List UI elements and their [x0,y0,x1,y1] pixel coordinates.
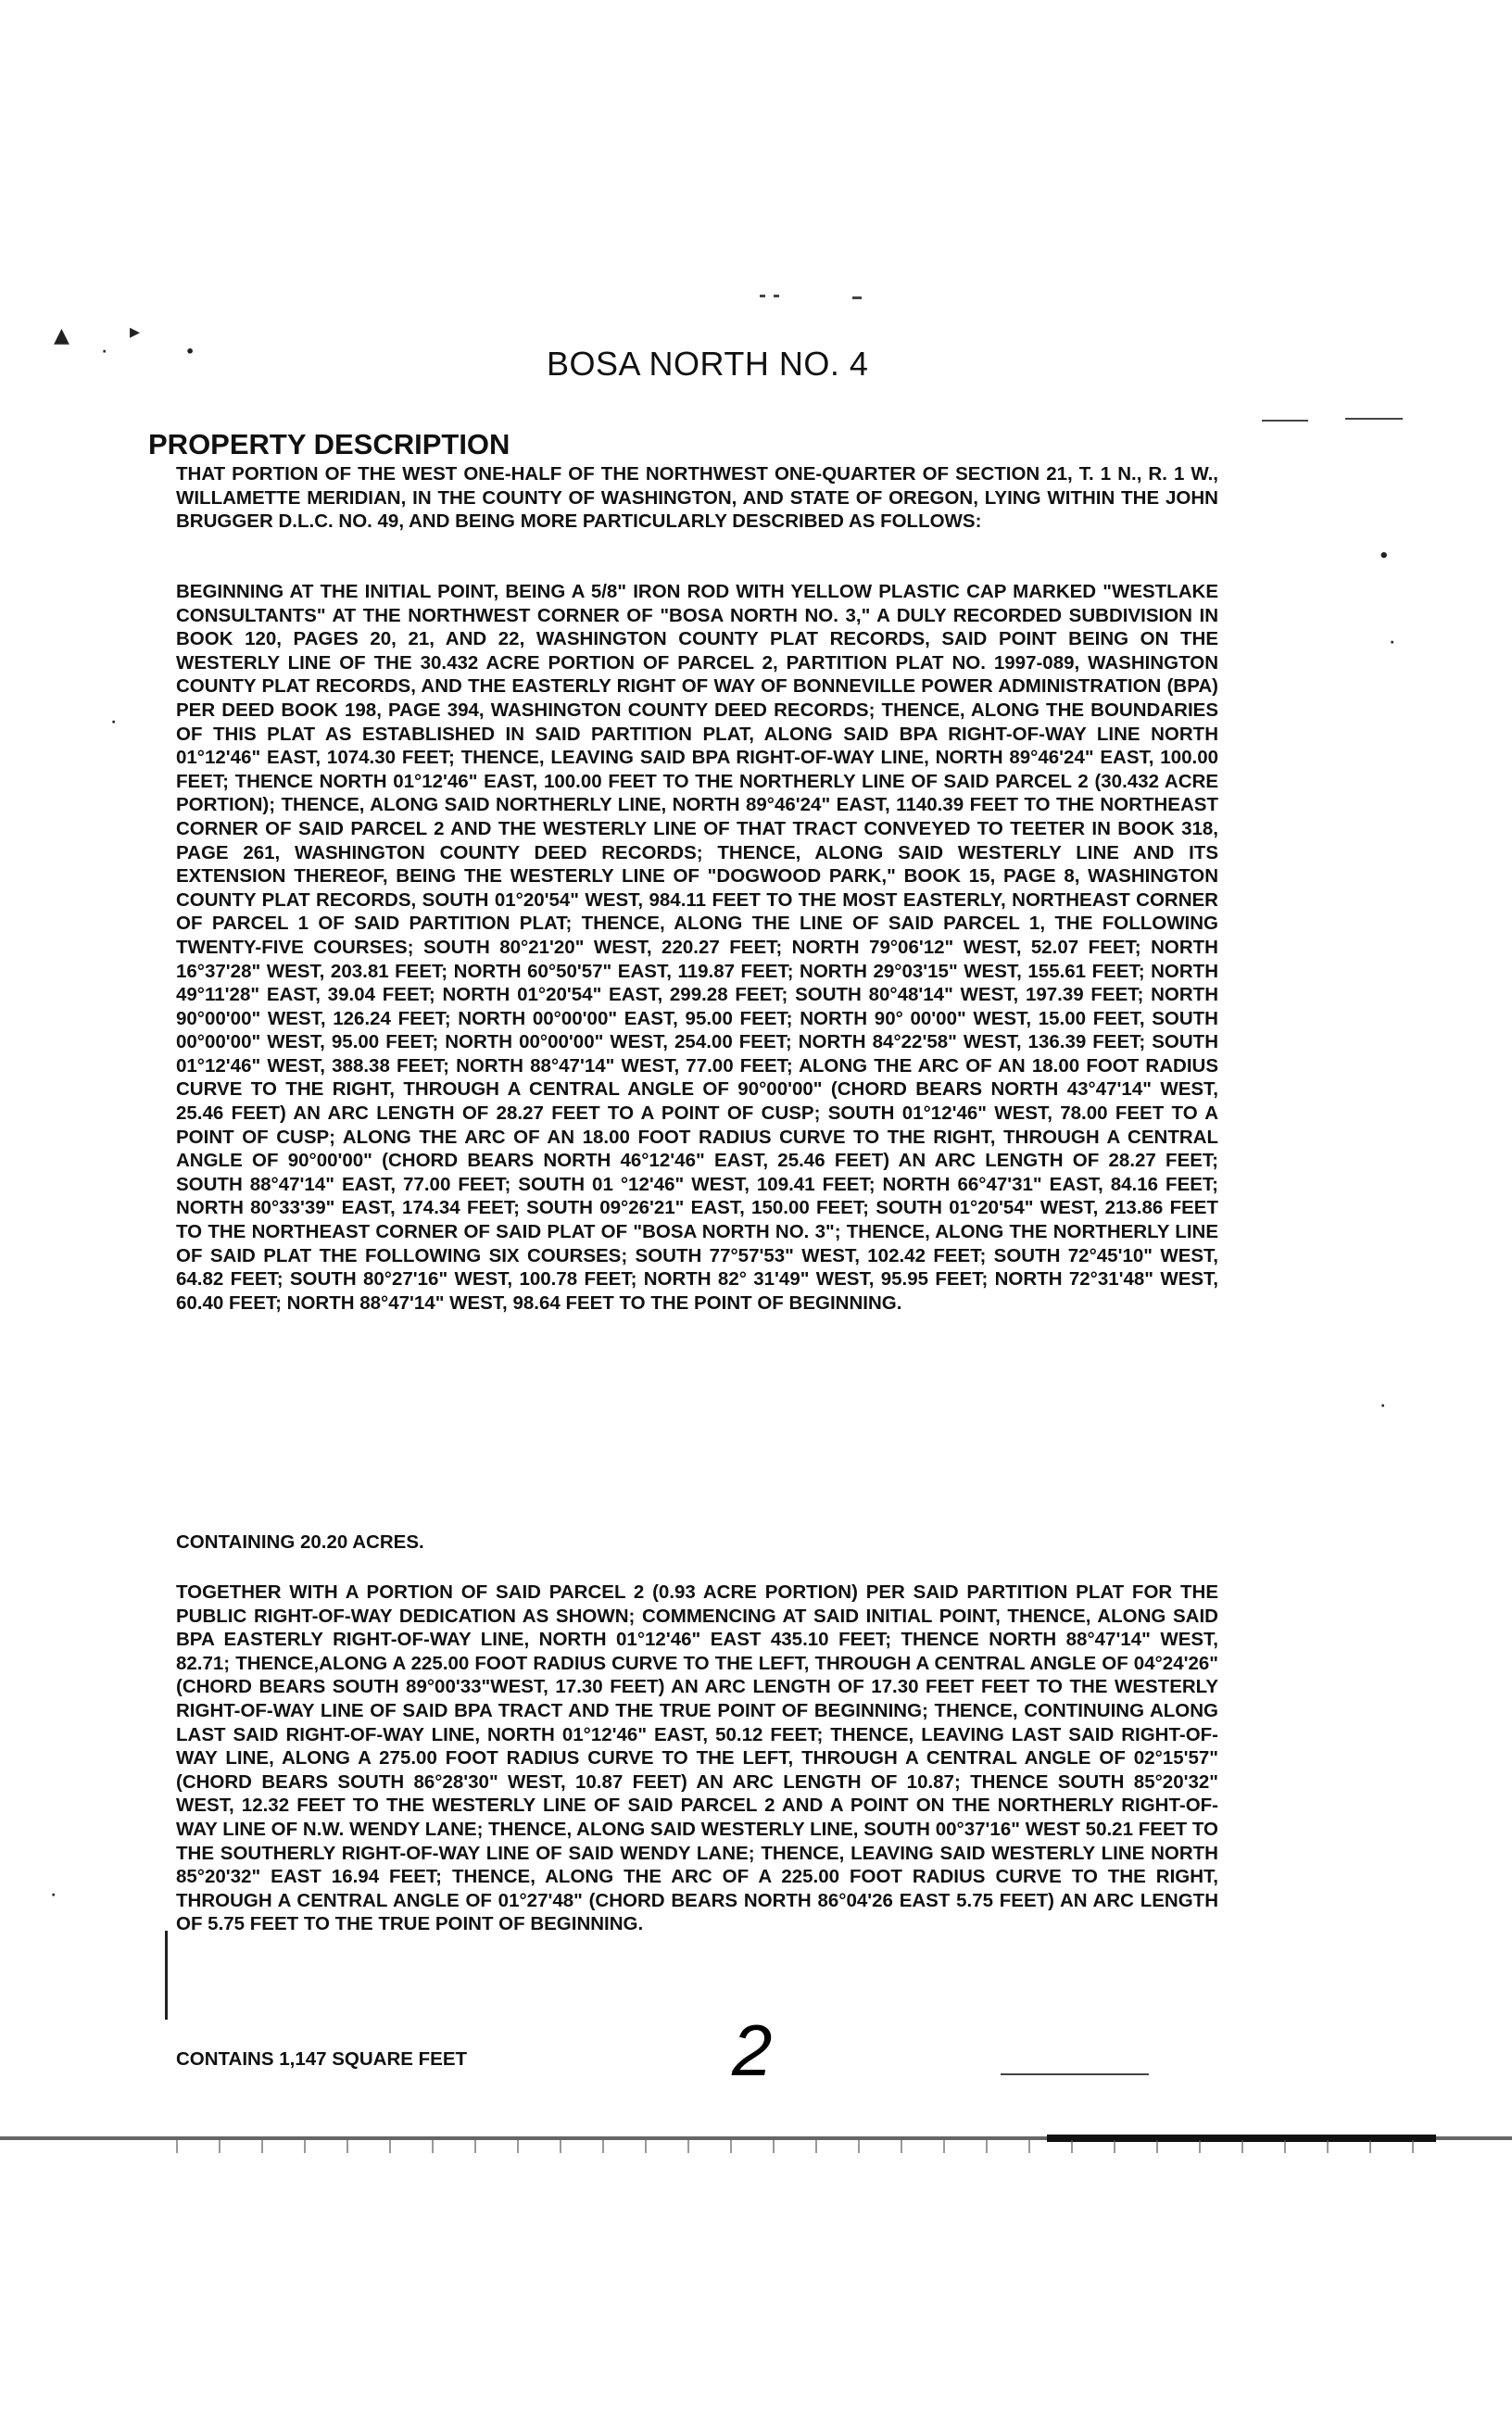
section-heading: PROPERTY DESCRIPTION [148,428,510,460]
acreage-line: CONTAINING 20.20 ACRES. [176,1531,424,1553]
scan-speck-mark: · [51,1888,57,1903]
legal-description-paragraph: BEGINNING AT THE INITIAL POINT, BEING A 5/8" IRON ROD WITH YELLOW PLASTIC CAP MARKED "WESTLAKE CONSULTANTS" AT THE NORTHWEST CORNER OF "BOSA NORTH NO. 3," A DULY RECORDED SUBDIVISION IN BOOK 120, PAGES 20, 21, AND 22, WASHINGTON COUNTY PLAT RECORDS, SAID POINT BEING ON THE WESTERLY LINE OF THE 30.432 ACRE PORTION OF PARCEL 2, PARTITION PLAT NO. 1997-089, WASHINGTON COUNTY PLAT RECORDS, AND THE EASTERLY RIGHT OF WAY OF BONNEVILLE POWER ADMINISTRATION (BPA) PER DEED BOOK 198, PAGE 394, WASHINGTON COUNTY DEED RECORDS; THENCE, ALONG THE BOUNDARIES OF THIS PLAT AS ESTABLISHED IN SAID PARTITION PLAT, ALONG SAID BPA RIGHT-OF-WAY LINE NORTH 01°12'46" EAST, 1074.30 FEET; THENCE, LEAVING SAID BPA RIGHT-OF-WAY LINE, NORTH 89°46'24" EAST, 100.00 FEET; THENCE NORTH 01°12'46" EAST, 100.00 FEET TO THE NORTHERLY LINE OF SAID PARCEL 2 (30.432 ACRE PORTION); THENCE, ALONG SAID NORTHERLY LINE, NORTH 89°46'24" EAST, 1140.39 FEET TO THE NORTHEAST CORNER OF SAID PARCEL 2 AND THE WESTERLY LINE OF THAT TRACT CONVEYED TO TEETER IN BOOK 318, PAGE 261, WASHINGTON COUNTY DEED RECORDS; THENCE, ALONG SAID WESTERLY LINE AND ITS EXTENSION THEREOF, BEING THE WESTERLY LINE OF "DOGWOOD PARK," BOOK 15, PAGE 8, WASHINGTON COUNTY PLAT RECORDS, SOUTH 01°20'54" WEST, 984.11 FEET TO THE MOST EASTERLY, NORTHEAST CORNER OF PARCEL 1 OF SAID PARTITION PLAT; THENCE, ALONG THE LINE OF SAID PARCEL 1, THE FOLLOWING TWENTY-FIVE COURSES; SOUTH 80°21'20" WEST, 220.27 FEET; NORTH 79°06'12" WEST, 52.07 FEET; NORTH 16°37'28" WEST, 203.81 FEET; NORTH 60°50'57" EAST, 119.87 FEET; NORTH 29°03'15" WEST, 155.61 FEET; NORTH 49°11'28" EAST, 39.04 FEET; NORTH 01°20'54" EAST, 299.28 FEET; SOUTH 80°48'14" WEST, 197.39 FEET; NORTH 90°00'00" WEST, 126.24 FEET; NORTH 00°00'00" EAST, 95.00 FEET; NORTH 90° 00'00" WEST, 15.00 FEET, SOUTH 00°00'00" WEST, 95.00 FEET; NORTH 00°00'00" WEST, 254.00 FEET; NORTH 84°22'58" WEST, 136.39 FEET; SOUTH 01°12'46" WEST, 388.38 FEET; NORTH 88°47'14" WEST, 77.00 FEET; ALONG THE ARC OF AN 18.00 FOOT RADIUS CURVE TO THE RIGHT, THROUGH A CENTRAL ANGLE OF 90°00'00" (CHORD BEARS NORTH 43°47'14" WEST, 25.46 FEET) AN ARC LENGTH OF 28.27 FEET TO A POINT OF CUSP; SOUTH 01°12'46" WEST, 78.00 FEET TO A POINT OF CUSP; ALONG THE ARC OF AN 18.00 FOOT RADIUS CURVE TO THE RIGHT, THROUGH A CENTRAL ANGLE OF 90°00'00" (CHORD BEARS NORTH 46°12'46" EAST, 25.46 FEET) AN ARC LENGTH OF 28.27 FEET; SOUTH 88°47'14" EAST, 77.00 FEET; SOUTH 01 °12'46" WEST, 109.41 FEET; NORTH 66°47'31" EAST, 84.16 FEET; NORTH 80°33'39" EAST, 174.34 FEET; SOUTH 09°26'21" EAST, 150.00 FEET; SOUTH 01°20'54" WEST, 213.86 FEET TO THE NORTHEAST CORNER OF SAID PLAT OF "BOSA NORTH NO. 3"; THENCE, ALONG THE NORTHERLY LINE OF SAID PLAT THE FOLLOWING SIX COURSES; SOUTH 77°57'53" WEST, 102.42 FEET; SOUTH 72°45'10" WEST, 64.82 FEET; SOUTH 80°27'16" WEST, 100.78 FEET; NORTH 82° 31'49" WEST, 95.95 FEET; NORTH 72°31'48" WEST, 60.40 FEET; NORTH 88°47'14" WEST, 98.64 FEET TO THE POINT OF BEGINNING. [176,581,1218,1314]
scan-speck-mark: · [1380,1399,1386,1414]
scan-speck-mark: • [185,343,195,360]
scan-dash-line [852,296,862,299]
scan-speck-mark: · [1390,636,1395,650]
revision-bar [165,1931,168,2020]
dedication-paragraph: TOGETHER WITH A PORTION OF SAID PARCEL 2 (0.93 ACRE PORTION) PER SAID PARTITION PLAT FOR THE PUBLIC RIGHT-OF-WAY DEDICATION AS SHOWN; COMMENCING AT SAID INITIAL POINT, THENCE, ALONG SAID BPA EASTERLY RIGHT-OF-WAY LINE, NORTH 01°12'46" EAST 435.10 FEET; THENCE NORTH 88°47'14" WEST, 82.71; THENCE,ALONG A 225.00 FOOT RADIUS CURVE TO THE LEFT, THROUGH A CENTRAL ANGLE OF 04°24'26" (CHORD BEARS SOUTH 89°00'33"WEST, 17.30 FEET) AN ARC LENGTH OF 17.30 FEET FEET TO THE WESTERLY RIGHT-OF-WAY LINE OF SAID BPA TRACT AND THE TRUE POINT OF BEGINNING; THENCE, CONTINUING ALONG LAST SAID RIGHT-OF-WAY LINE, NORTH 01°12'46" EAST, 50.12 FEET; THENCE, LEAVING LAST SAID RIGHT-OF-WAY LINE, ALONG A 275.00 FOOT RADIUS CURVE TO THE LEFT, THROUGH A CENTRAL ANGLE OF 02°15'57" (CHORD BEARS SOUTH 86°28'30" WEST, 10.87 FEET) AN ARC LENGTH OF 10.87; THENCE SOUTH 85°20'32" WEST, 12.32 FEET TO THE WESTERLY LINE OF SAID PARCEL 2 AND A POINT ON THE NORTHERLY RIGHT-OF-WAY LINE OF N.W. WENDY LANE; THENCE, ALONG SAID WESTERLY LINE, SOUTH 00°37'16" WEST 50.21 FEET TO THE SOUTHERLY RIGHT-OF-WAY LINE OF SAID WENDY LANE; THENCE, LEAVING SAID WESTERLY LINE NORTH 85°20'32" EAST 16.94 FEET; THENCE, ALONG THE ARC OF A 225.00 FOOT RADIUS CURVE TO THE RIGHT, THROUGH A CENTRAL ANGLE OF 01°27'48" (CHORD BEARS NORTH 86°04'26 EAST 5.75 FEET) AN ARC LENGTH OF 5.75 FEET TO THE TRUE POINT OF BEGINNING. [176,1581,1218,1935]
scan-speck-mark: · [111,715,117,730]
scan-dash-line [760,295,765,297]
scan-dash-line [1262,420,1308,422]
scan-speck-mark: • [1379,547,1390,566]
scan-speck-mark: ▲ [54,324,69,347]
scan-dash-line [1345,418,1403,420]
bottom-tick-marks [176,2140,1455,2153]
handwritten-page-number: 2 [732,2009,773,2091]
scan-speck-mark: ▸ [130,321,141,344]
scan-speck-mark: · [102,345,107,359]
intro-paragraph: THAT PORTION OF THE WEST ONE-HALF OF THE NORTHWEST ONE-QUARTER OF SECTION 21, T. 1 N., R. 1 W., WILLAMETTE MERIDIAN, IN THE COUNTY OF WASHINGTON, AND STATE OF OREGON, LYING WITHIN THE JOHN BRUGGER D.L.C. NO. 49, AND BEING MORE PARTICULARLY DESCRIBED AS FOLLOWS: [176,463,1218,533]
scan-dash-line [1001,2073,1149,2075]
document-title: BOSA NORTH NO. 4 [547,345,869,383]
scan-dash-line [774,295,779,297]
area-line: CONTAINS 1,147 SQUARE FEET [176,2048,468,2070]
